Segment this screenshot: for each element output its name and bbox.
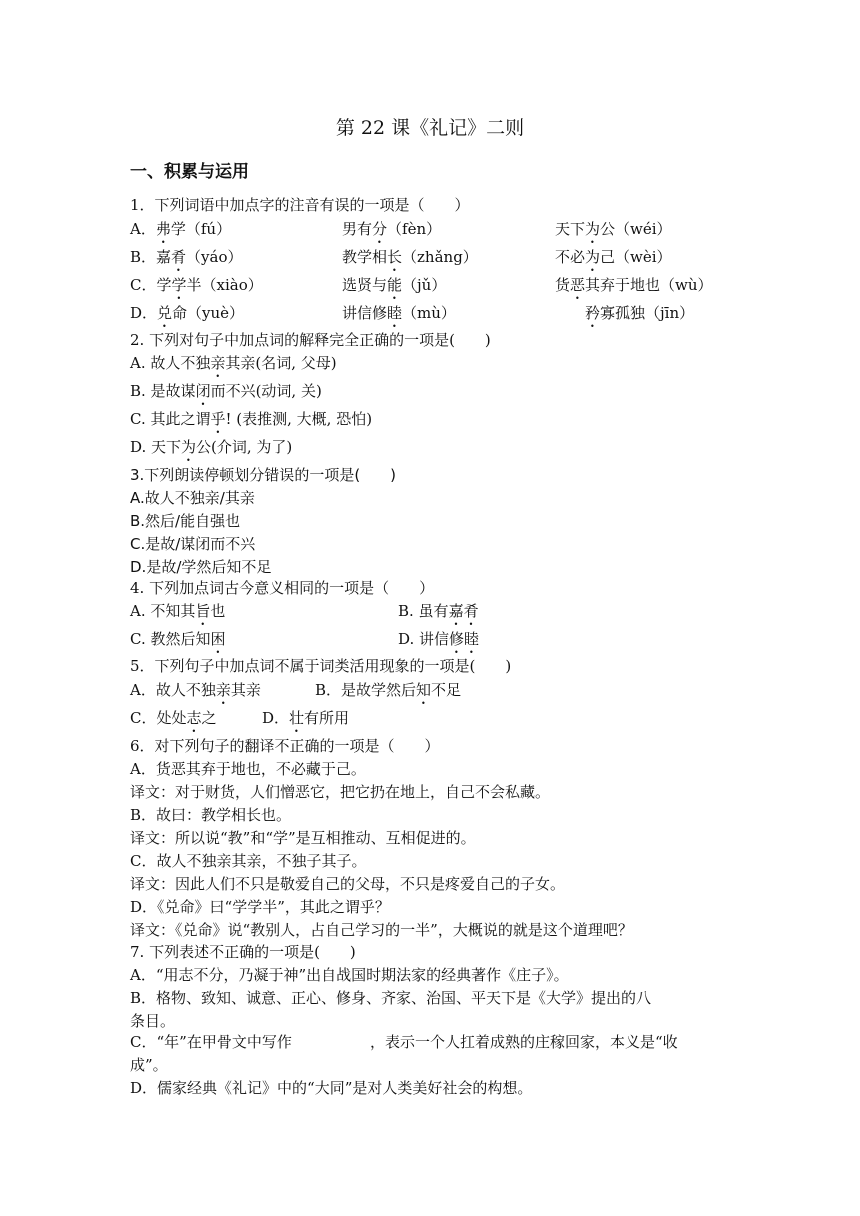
q7-option-c-line1a: C．“年”在甲骨文中写作 xyxy=(130,1033,292,1051)
q7-option-b-line1: B．格物、致知、诚意、正心、修身、齐家、治国、平天下是《大学》提出的八 xyxy=(130,989,652,1007)
q7-option-d: D．儒家经典《礼记》中的“大同”是对人类美好社会的构想。 xyxy=(130,1079,533,1097)
q2-stem: 2. 下列对句子中加点词的解释完全正确的一项是( ) xyxy=(130,331,491,349)
q1-option-b-col1: B．嘉肴（yáo） xyxy=(130,248,243,266)
q5-option-c: C．处处志之 xyxy=(130,709,217,727)
q2-option-b: B. 是故谋闭而不兴(动词, 关) xyxy=(130,382,322,400)
q1-option-a-col1: A．弗学（fú） xyxy=(130,220,232,238)
q6-option-a-translation: 译文：对于财货，人们憎恶它，把它扔在地上，自己不会私藏。 xyxy=(130,783,551,801)
q4-option-a: A. 不知其旨也 xyxy=(130,602,226,620)
q6-option-c: C．故人不独亲其亲，不独子其子。 xyxy=(130,852,367,870)
q7-stem: 7. 下列表述不正确的一项是( ) xyxy=(130,943,356,961)
q4-option-b: B. 虽有嘉肴 xyxy=(398,602,479,620)
q6-option-a: A．货恶其弃于地也，不必藏于己。 xyxy=(130,760,366,778)
q4-stem: 4. 下列加点词古今意义相同的一项是（ ） xyxy=(130,579,435,597)
q6-option-b: B．故曰：教学相长也。 xyxy=(130,806,292,824)
q3-option-d: D.是故/学然后知不足 xyxy=(130,558,272,576)
q3-option-b: B.然后/能自强也 xyxy=(130,512,241,530)
q1-option-c-col1: C．学学半（xiào） xyxy=(130,276,263,294)
q6-option-b-translation: 译文：所以说“教”和“学”是互相推动、互相促进的。 xyxy=(130,829,476,847)
q7-option-c-line2: 成”。 xyxy=(130,1056,168,1074)
q1-option-d-col3: 矜寡孤独（jīn） xyxy=(585,304,695,322)
q2-option-c: C. 其此之谓乎! (表推测, 大概, 恐怕) xyxy=(130,410,373,428)
q1-option-d-col1: D．兑命（yuè） xyxy=(130,304,245,322)
q1-option-a-col2: 男有分（fèn） xyxy=(342,220,442,238)
q6-option-c-translation: 译文：因此人们不只是敬爱自己的父母，不只是疼爱自己的子女。 xyxy=(130,875,566,893)
q1-option-c-col2: 选贤与能（jǔ） xyxy=(342,276,447,294)
q1-stem: 1．下列词语中加点字的注音有误的一项是（ ） xyxy=(130,196,470,214)
q5-option-b: B．是故学然后知不足 xyxy=(315,681,462,699)
q1-option-a-col3: 天下为公（wéi） xyxy=(555,220,672,238)
section-heading: 一、积累与运用 xyxy=(130,162,249,182)
q6-option-d-translation: 译文：《兑命》说“教别人，占自己学习的一半”，大概说的就是这个道理吧？ xyxy=(130,921,633,939)
q3-option-c: C.是故/谋闭而不兴 xyxy=(130,535,256,553)
q5-stem: 5．下列句子中加点词不属于词类活用现象的一项是( ) xyxy=(130,657,512,675)
q6-option-d: D．《兑命》曰“学学半”，其此之谓乎？ xyxy=(130,898,390,916)
q5-option-d: D．壮有所用 xyxy=(262,709,350,727)
q5-option-a: A．故人不独亲其亲 xyxy=(130,681,261,699)
q1-option-c-col3: 货恶其弃于地也（wù） xyxy=(555,276,713,294)
q2-option-d: D. 天下为公(介词, 为了) xyxy=(130,438,293,456)
q7-option-c-line1b: ，表示一个人扛着成熟的庄稼回家，本义是“收 xyxy=(370,1033,678,1051)
q3-option-a: A.故人不独亲/其亲 xyxy=(130,489,255,507)
q1-option-b-col2: 教学相长（zhǎng） xyxy=(342,248,478,266)
q4-option-d: D. 讲信修睦 xyxy=(398,630,480,648)
q1-option-d-col2: 讲信修睦（mù） xyxy=(342,304,456,322)
q1-option-b-col3: 不必为己（wèi） xyxy=(555,248,672,266)
q6-stem: 6．对下列句子的翻译不正确的一项是（ ） xyxy=(130,737,440,755)
q2-option-a: A. 故人不独亲其亲(名词, 父母) xyxy=(130,354,337,372)
page-title: 第 22 课《礼记》二则 xyxy=(335,117,525,139)
q3-stem: 3.下列朗读停顿划分错误的一项是( ) xyxy=(130,466,397,484)
q7-option-b-line2: 条目。 xyxy=(130,1012,176,1030)
q7-option-a: A．“用志不分，乃凝于神”出自战国时期法家的经典著作《庄子》。 xyxy=(130,966,569,984)
q4-option-c: C. 教然后知困 xyxy=(130,630,226,648)
